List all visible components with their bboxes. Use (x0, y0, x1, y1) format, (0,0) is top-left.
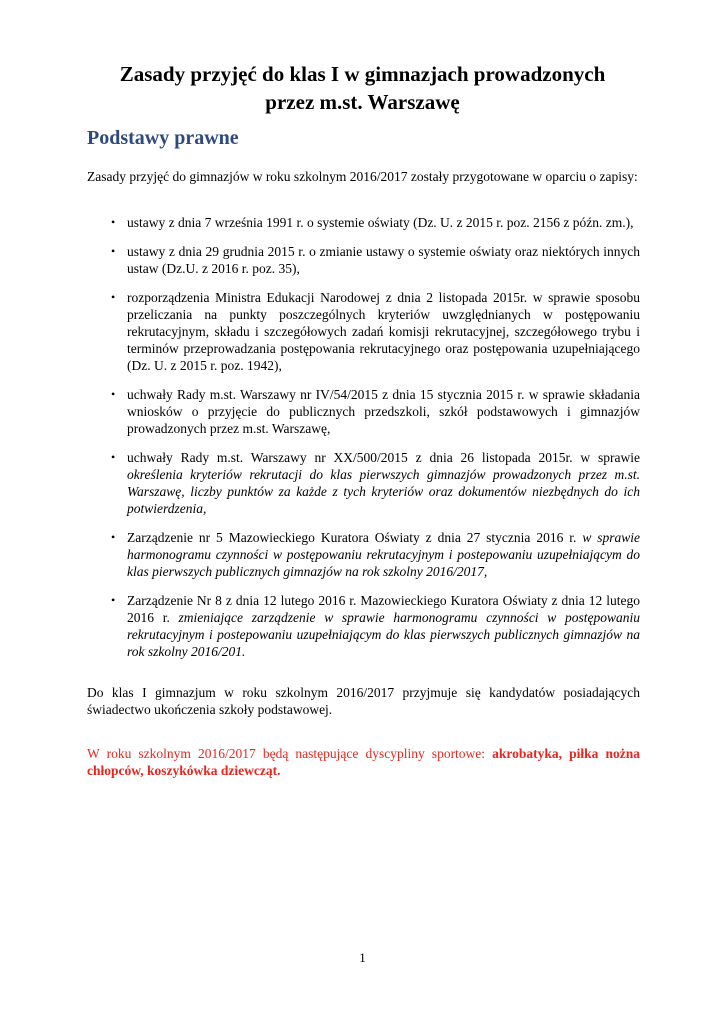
legal-basis-list (87, 214, 640, 672)
title-line-1: Zasady przyjęć do klas I w gimnazjach prowadzonych (119, 62, 606, 86)
bullet-icon: • (111, 290, 116, 304)
list-item: • rozporządzenia Ministra Edukacji Narodowej z dnia 2 listopada 2015r. w sprawie sposobu przeliczania na punkty poszczególnych kryteriów uwzględnianych w postępowaniu rekrutacyjnym, składu i szczegółowych zadań komisji rekrutacyjnej, szczegółowego trybu i terminów przeprowadzania postępowania rekrutacyjnego oraz postępowania uzupełniającego (Dz. U. z 2015 r. poz. 1942), (111, 290, 640, 373)
bullet-icon: • (111, 387, 116, 401)
title-line-2: przez m.st. Warszawę (265, 90, 460, 114)
bullet-icon: • (111, 530, 116, 544)
sports-disciplines-list: akrobatyka, piłka nożna chłopców, koszykówka dziewcząt. (87, 746, 641, 778)
bullet-icon: • (111, 593, 116, 607)
eligibility-paragraph: Do klas I gimnazjum w roku szkolnym 2016/2017 przyjmuje się kandydatów posiadających świadectwo ukończenia szkoły podstawowej. (87, 685, 640, 717)
bullet-icon: • (111, 244, 116, 258)
list-item: • ustawy z dnia 7 września 1991 r. o systemie oświaty (Dz. U. z 2015 r. poz. 2156 z późn. zm.), (111, 215, 634, 230)
document-title (60, 60, 665, 116)
section-heading: Podstawy prawne (87, 127, 239, 149)
list-item: • Zarządzenie Nr 8 z dnia 12 lutego 2016 r. Mazowieckiego Kuratora Oświaty z dnia 12 lutego 2016 r. zmieniające zarządzenie w sprawie harmonogramu czynności w postępowaniu rekrutacyjnym i postepowaniu uzupełniającym do klas pierwszych publicznych gimnazjów na rok szkolny 2016/201. (111, 593, 640, 659)
intro-paragraph: Zasady przyjęć do gimnazjów w roku szkolnym 2016/2017 zostały przygotowane w oparciu o zapisy: (87, 169, 638, 184)
sports-disciplines-paragraph: W roku szkolnym 2016/2017 będą następujące dyscypliny sportowe: akrobatyka, piłka nożna chłopców, koszykówka dziewcząt. (87, 746, 641, 778)
list-item: • ustawy z dnia 29 grudnia 2015 r. o zmianie ustawy o systemie oświaty oraz niektórych innych ustaw (Dz.U. z 2016 r. poz. 35), (111, 244, 640, 276)
bullet-icon: • (111, 450, 116, 464)
list-item: • uchwały Rady m.st. Warszawy nr XX/500/2015 z dnia 26 listopada 2015r. w sprawie określenia kryteriów rekrutacji do klas pierwszych gimnazjów prowadzonych przez m.st. Warszawę, liczby punktów za każde z tych kryteriów oraz dokumentów niezbędnych do ich potwierdzenia, (111, 450, 640, 516)
page-number: 1 (359, 950, 366, 965)
list-item: • uchwały Rady m.st. Warszawy nr IV/54/2015 z dnia 15 stycznia 2015 r. w sprawie składania wniosków o przyjęcie do publicznych przedszkoli, szkół podstawowych i gimnazjów prowadzonych przez m.st. Warszawę, (111, 387, 640, 436)
bullet-icon: • (111, 215, 116, 229)
list-item: • Zarządzenie nr 5 Mazowieckiego Kuratora Oświaty z dnia 27 stycznia 2016 r. w sprawie harmonogramu czynności w postępowaniu rekrutacyjnym i postepowaniu uzupełniającym do klas pierwszych publicznych gimnazjów na rok szkolny 2016/2017, (111, 530, 640, 579)
